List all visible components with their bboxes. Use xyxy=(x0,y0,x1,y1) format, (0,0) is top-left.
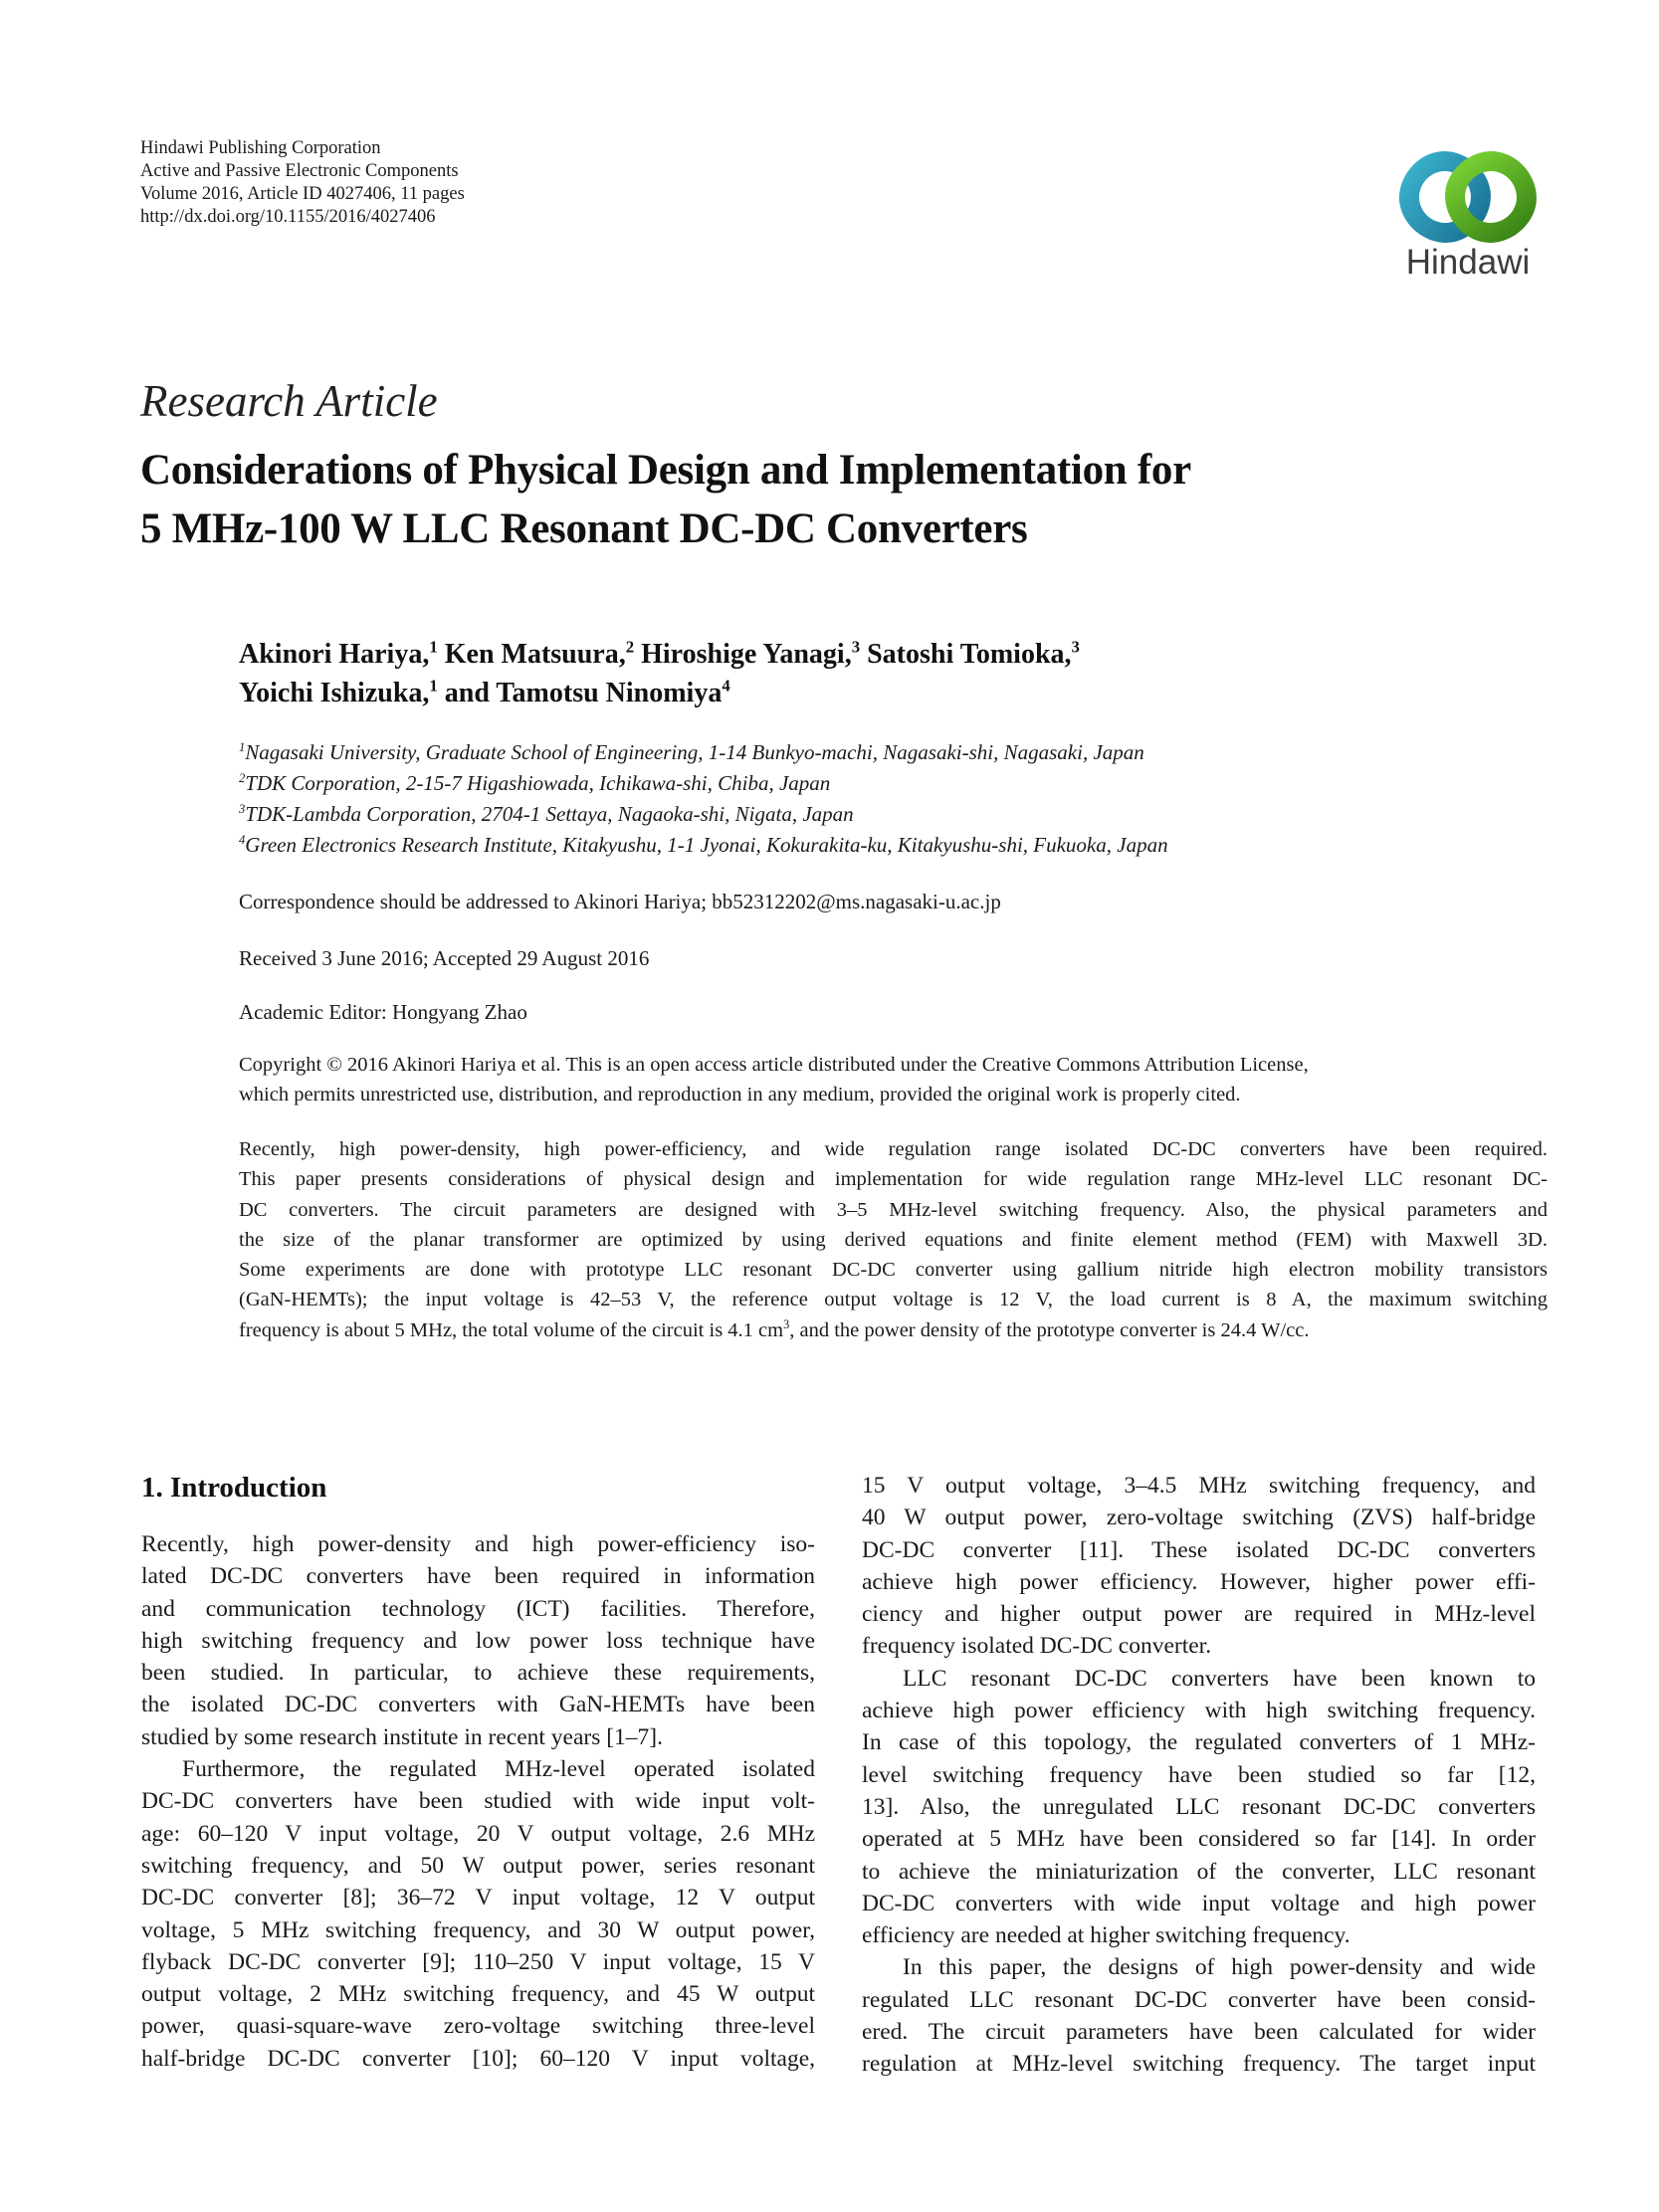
affiliation-item xyxy=(239,737,1168,768)
paragraph-line: efficiency are needed at higher switching frequency. xyxy=(862,1922,1350,1949)
affiliation-text: TDK Corporation, 2-15-7 Higashiowada, Ichikawa-shi, Chiba, Japan xyxy=(245,771,831,795)
hindawi-logo xyxy=(1393,147,1543,287)
correspondence: Correspondence should be addressed to Akinori Hariya; bb52312202@ms.nagasaki-u.ac.jp xyxy=(239,890,1001,913)
copyright-notice xyxy=(239,1050,1543,1109)
author-affil-sup: 3 xyxy=(1071,637,1080,657)
paragraph-line: output voltage, 2 MHz switching frequency, and 45 W output xyxy=(141,1981,815,2008)
affiliation-number: 2 xyxy=(239,771,246,785)
affiliation-item xyxy=(239,830,1168,861)
article-title xyxy=(140,441,1191,558)
copyright-line: which permits unrestricted use, distribution, and reproduction in any medium, provided the original work is properly cited. xyxy=(239,1084,1241,1106)
affiliation-item xyxy=(239,799,1168,830)
interlocking-rings-icon xyxy=(1393,147,1543,247)
paragraph-line: DC-DC converters with wide input voltage and high power xyxy=(862,1890,1536,1916)
abstract xyxy=(239,1134,1548,1345)
paragraph-line: been studied. In particular, to achieve these requirements, xyxy=(141,1660,815,1687)
author-affil-sup: 1 xyxy=(429,637,438,657)
author-affil-sup: 3 xyxy=(851,637,861,657)
author-name: Akinori Hariya, xyxy=(239,639,430,670)
paragraph-line: Recently, high power-density and high power-efficiency iso- xyxy=(141,1531,815,1557)
paragraph-line: lated DC-DC converters have been required in information xyxy=(141,1563,815,1590)
author-affil-sup: 4 xyxy=(722,676,730,696)
title-line: Considerations of Physical Design and Implementation for xyxy=(140,447,1191,494)
affiliation-number: 1 xyxy=(239,740,246,754)
paragraph-line: achieve high power efficiency with high switching frequency. xyxy=(862,1698,1536,1724)
journal-info xyxy=(140,137,465,229)
paragraph-line: operated at 5 MHz have been considered so far [14]. In order xyxy=(862,1826,1536,1853)
author-affil-sup: 1 xyxy=(429,676,438,696)
abstract-line: the size of the planar transformer are optimized by using derived equations and finite element method (FEM) with Maxwell 3D. xyxy=(239,1228,1548,1251)
volume-info: Volume 2016, Article ID 4027406, 11 pages xyxy=(140,184,465,204)
paragraph-line: 40 W output power, zero-voltage switching (ZVS) half-bridge xyxy=(862,1505,1536,1531)
publisher-name: Hindawi Publishing Corporation xyxy=(140,138,381,158)
paragraph-line: flyback DC-DC converter [9]; 110–250 V input voltage, 15 V xyxy=(141,1948,815,1975)
paragraph-line: DC-DC converter [11]. These isolated DC-DC converters xyxy=(862,1536,1536,1563)
paragraph-line: studied by some research institute in recent years [1–7]. xyxy=(141,1723,664,1750)
paragraph-line: age: 60–120 V input voltage, 20 V output voltage, 2.6 MHz xyxy=(141,1820,815,1847)
copyright-line: Copyright © 2016 Akinori Hariya et al. This is an open access article distributed under the Creative Commons Attribution License, xyxy=(239,1054,1309,1076)
logo-wordmark: Hindawi xyxy=(1405,243,1531,282)
affiliation-number: 3 xyxy=(239,802,246,816)
affiliations xyxy=(239,737,1168,861)
paragraph-line: 15 V output voltage, 3–4.5 MHz switching frequency, and xyxy=(862,1473,1536,1499)
paragraph-line: to achieve the miniaturization of the converter, LLC resonant xyxy=(862,1858,1536,1885)
author-name: Ken Matsuura, xyxy=(444,639,626,670)
paragraph-line: power, quasi-square-wave zero-voltage switching three-level xyxy=(141,2013,815,2040)
body-column-left xyxy=(141,1528,815,2075)
abstract-line xyxy=(239,1315,1548,1345)
article-type: Research Article xyxy=(140,376,438,426)
body-column-right xyxy=(862,1470,1536,2081)
paragraph-line: and communication technology (ICT) facilities. Therefore, xyxy=(141,1595,815,1622)
journal-name: Active and Passive Electronic Components xyxy=(140,161,459,181)
paragraph-line: half-bridge DC-DC converter [10]; 60–120 V input voltage, xyxy=(141,2045,815,2072)
author-name: Yoichi Ishizuka, xyxy=(239,678,430,708)
affiliation-item xyxy=(239,768,1168,799)
affiliation-text: Nagasaki University, Graduate School of Engineering, 1-14 Bunkyo-machi, Nagasaki-shi, Nagasaki, Japan xyxy=(245,740,1144,764)
paragraph-line: ered. The circuit parameters have been calculated for wider xyxy=(862,2019,1536,2046)
doi-link[interactable]: http://dx.doi.org/10.1155/2016/4027406 xyxy=(140,207,436,227)
affiliation-text: TDK-Lambda Corporation, 2704-1 Settaya, Nagaoka-shi, Nigata, Japan xyxy=(245,802,854,826)
author-list xyxy=(239,635,1080,712)
superscript: 3 xyxy=(783,1316,790,1331)
paragraph-line: ciency and higher output power are required in MHz-level xyxy=(862,1601,1536,1628)
abstract-line: Recently, high power-density, high power-efficiency, and wide regulation range isolated DC-DC converters have been required. xyxy=(239,1138,1548,1160)
paragraph-line: level switching frequency have been studied so far [12, xyxy=(862,1761,1536,1788)
abstract-line: This paper presents considerations of physical design and implementation for wide regulation range MHz-level LLC resonant DC- xyxy=(239,1168,1548,1191)
paragraph-line: Furthermore, the regulated MHz-level operated isolated xyxy=(182,1756,815,1783)
title-line: 5 MHz-100 W LLC Resonant DC-DC Converters xyxy=(140,505,1028,552)
paragraph-line: DC-DC converter [8]; 36–72 V input voltage, 12 V output xyxy=(141,1885,815,1911)
abstract-line: (GaN-HEMTs); the input voltage is 42–53 V, the reference output voltage is 12 V, the load current is 8 A, the maximum switching xyxy=(239,1289,1548,1311)
paragraph-line: regulated LLC resonant DC-DC converter have been consid- xyxy=(862,1986,1536,2013)
academic-editor: Academic Editor: Hongyang Zhao xyxy=(239,1000,527,1024)
paragraph-line: regulation at MHz-level switching frequency. The target input xyxy=(862,2051,1536,2078)
paragraph-line: In this paper, the designs of high power-density and wide xyxy=(903,1954,1536,1981)
received-dates: Received 3 June 2016; Accepted 29 August 2016 xyxy=(239,946,650,970)
paragraph-line: high switching frequency and low power loss technique have xyxy=(141,1627,815,1654)
abstract-line: Some experiments are done with prototype LLC resonant DC-DC converter using gallium nitride high electron mobility transistors xyxy=(239,1259,1548,1282)
affiliation-number: 4 xyxy=(239,833,246,847)
paragraph-line: achieve high power efficiency. However, higher power effi- xyxy=(862,1568,1536,1595)
paragraph-line: frequency isolated DC-DC converter. xyxy=(862,1633,1212,1660)
author-affil-sup: 2 xyxy=(625,637,635,657)
author-name: and Tamotsu Ninomiya xyxy=(444,678,723,708)
affiliation-text: Green Electronics Research Institute, Kitakyushu, 1-1 Jyonai, Kokurakita-ku, Kitakyushu-shi, Fukuoka, Japan xyxy=(245,833,1168,857)
paragraph-line: DC-DC converters have been studied with wide input volt- xyxy=(141,1788,815,1815)
section-heading: 1. Introduction xyxy=(141,1472,327,1504)
paragraph-line: 13]. Also, the unregulated LLC resonant DC-DC converters xyxy=(862,1793,1536,1820)
abstract-line: DC converters. The circuit parameters are designed with 3–5 MHz-level switching frequency. Also, the physical parameters and xyxy=(239,1198,1548,1221)
author-name: Hiroshige Yanagi, xyxy=(641,639,852,670)
paragraph-line: the isolated DC-DC converters with GaN-HEMTs have been xyxy=(141,1692,815,1718)
paragraph-line: In case of this topology, the regulated converters of 1 MHz- xyxy=(862,1729,1536,1756)
paragraph-line: voltage, 5 MHz switching frequency, and 30 W output power, xyxy=(141,1916,815,1943)
abstract-text: , and the power density of the prototype converter is 24.4 W/cc. xyxy=(789,1318,1310,1341)
author-name: Satoshi Tomioka, xyxy=(867,639,1072,670)
paragraph-line: LLC resonant DC-DC converters have been known to xyxy=(903,1665,1536,1692)
abstract-text: frequency is about 5 MHz, the total volume of the circuit is 4.1 cm xyxy=(239,1318,784,1341)
paragraph-line: switching frequency, and 50 W output power, series resonant xyxy=(141,1852,815,1879)
